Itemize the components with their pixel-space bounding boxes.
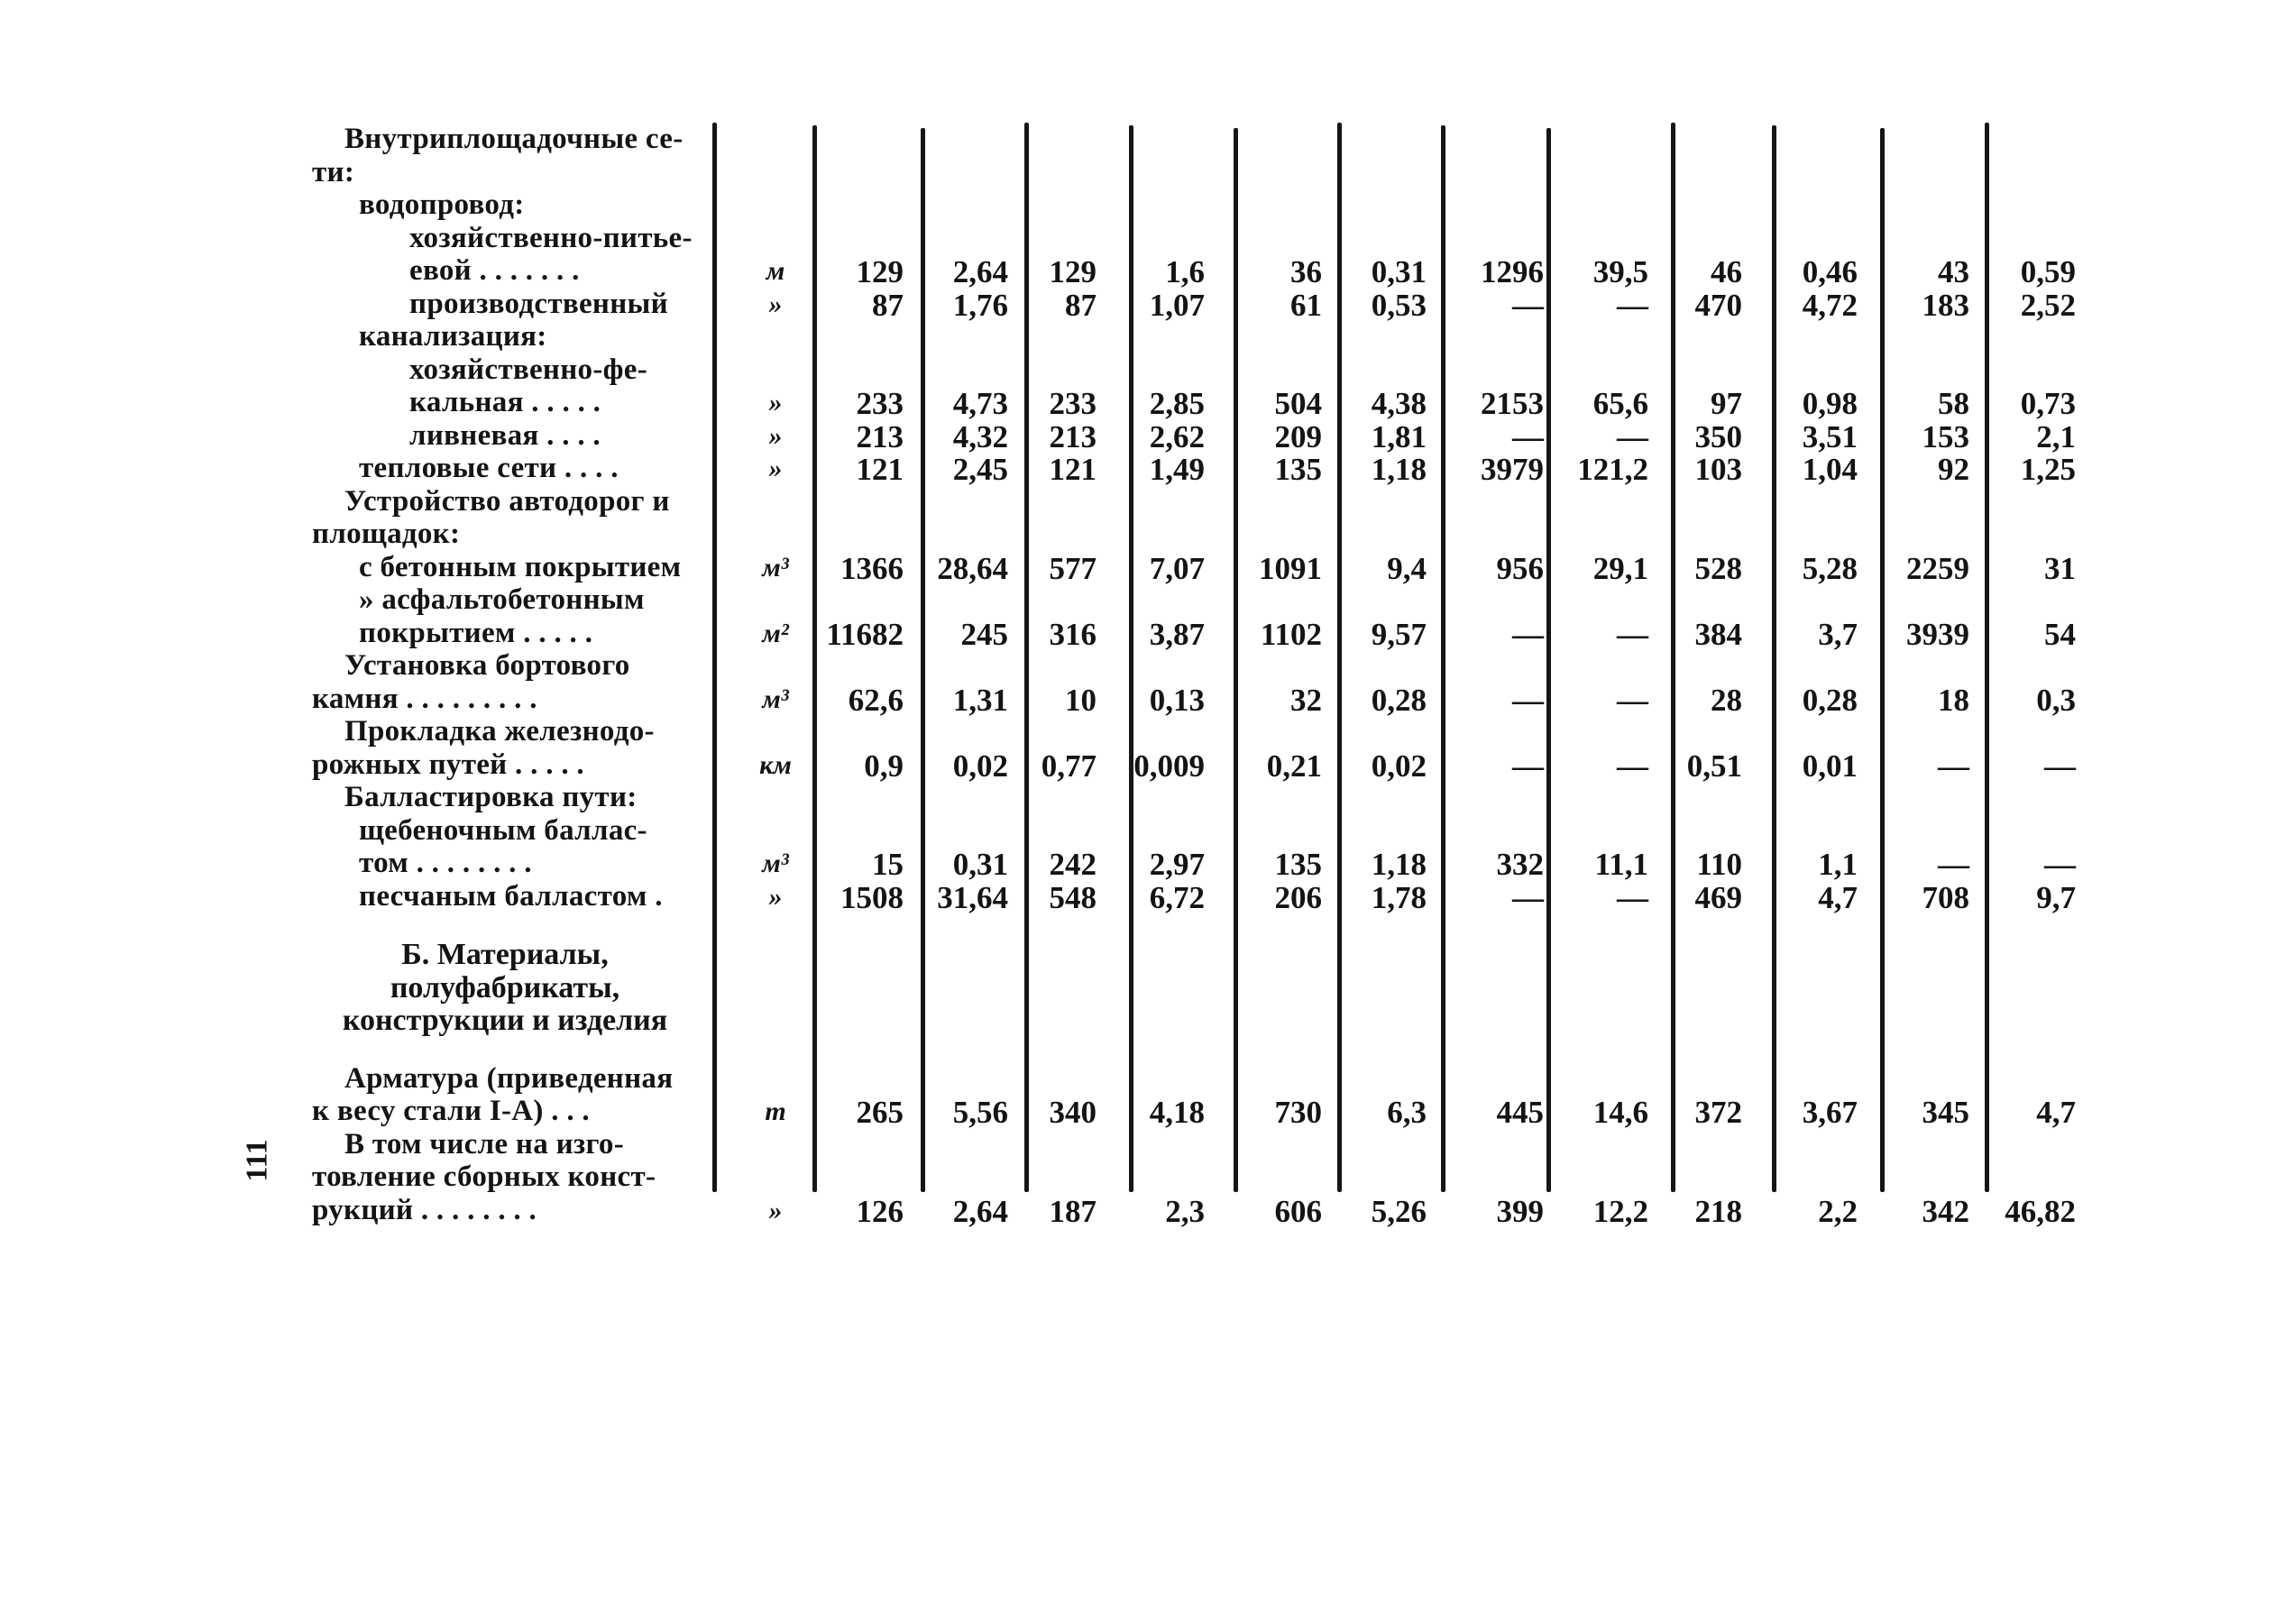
value-cell: 4,7	[2036, 1095, 2076, 1130]
value-cell: 316	[1049, 616, 1097, 652]
value-cell: 0,02	[952, 748, 1008, 784]
value-cell: 233	[856, 386, 904, 421]
value-cell: 110	[1696, 847, 1742, 882]
column-rule	[1772, 125, 1776, 1192]
value-cell: 126	[856, 1193, 904, 1229]
value-cell: —	[1938, 847, 1969, 882]
value-cell: 9,4	[1387, 550, 1427, 586]
value-cell: 708	[1922, 879, 1969, 915]
value-cell: 54	[2044, 616, 2076, 652]
value-cell: 0,59	[2020, 254, 2076, 289]
page-number: 111	[240, 1139, 274, 1182]
value-cell: —	[1512, 287, 1544, 323]
value-cell: 0,53	[1371, 287, 1427, 323]
column-rule	[1441, 125, 1445, 1192]
value-cell: 58	[1938, 386, 1969, 421]
value-cell: 3,67	[1802, 1095, 1858, 1130]
value-cell: —	[2044, 748, 2076, 784]
value-cell: 46,82	[2005, 1193, 2076, 1229]
value-cell: 1,31	[952, 682, 1008, 718]
value-cell: 242	[1049, 847, 1097, 882]
value-cell: 1102	[1260, 616, 1322, 652]
value-cell: 1,76	[952, 287, 1008, 323]
value-cell: 1,07	[1149, 287, 1205, 323]
value-cell: —	[1512, 879, 1544, 915]
value-cell: 1,6	[1165, 254, 1205, 289]
row-label: с бетонным покрытием	[359, 550, 682, 583]
value-cell: 372	[1694, 1095, 1742, 1130]
value-cell: 9,57	[1371, 616, 1427, 652]
column-rule	[1985, 123, 1989, 1192]
value-cell: 2,85	[1149, 386, 1205, 421]
value-cell: 0,28	[1371, 682, 1427, 718]
value-cell: —	[1617, 616, 1648, 652]
value-cell: 39,5	[1592, 254, 1648, 289]
value-cell: 61	[1290, 287, 1322, 323]
value-cell: 153	[1922, 418, 1969, 454]
value-cell: 46	[1711, 254, 1742, 289]
value-cell: 1,78	[1371, 879, 1427, 915]
value-cell: 469	[1694, 879, 1742, 915]
value-cell: —	[1617, 879, 1648, 915]
value-cell: 2,45	[952, 452, 1008, 487]
value-cell: 4,73	[952, 386, 1008, 421]
value-cell: 5,28	[1802, 550, 1858, 586]
unit-cell: м²	[762, 618, 789, 648]
value-cell: 0,02	[1371, 748, 1427, 784]
value-cell: 7,07	[1149, 550, 1205, 586]
value-cell: 0,46	[1802, 254, 1858, 289]
unit-cell: »	[768, 454, 783, 483]
row-label: ливневая . . . .	[409, 418, 601, 452]
row-label: рожных путей . . . . .	[312, 748, 584, 781]
row-label: ти:	[312, 155, 355, 188]
value-cell: —	[1512, 418, 1544, 454]
value-cell: 129	[856, 254, 904, 289]
value-cell: 121,2	[1577, 452, 1648, 487]
value-cell: 528	[1694, 550, 1742, 586]
value-cell: 606	[1274, 1193, 1322, 1229]
column-rule	[1546, 128, 1551, 1192]
value-cell: 129	[1049, 254, 1097, 289]
value-cell: 340	[1049, 1095, 1097, 1130]
row-label: кальная . . . . .	[409, 386, 601, 418]
value-cell: 135	[1274, 847, 1322, 882]
column-rule	[1880, 128, 1885, 1192]
value-cell: 0,13	[1149, 682, 1205, 718]
section-heading: полуфабрикаты,	[390, 970, 620, 1005]
column-rule	[1024, 123, 1029, 1192]
value-cell: 28,64	[937, 550, 1008, 586]
value-cell: 14,6	[1592, 1095, 1648, 1130]
value-cell: 2,52	[2020, 287, 2076, 323]
value-cell: 332	[1496, 847, 1544, 882]
value-cell: 0,21	[1266, 748, 1322, 784]
value-cell: 121	[1049, 452, 1097, 487]
row-label: том . . . . . . . .	[359, 847, 532, 879]
column-rule	[1129, 125, 1133, 1192]
value-cell: 3979	[1481, 452, 1544, 487]
column-rule	[1337, 123, 1342, 1192]
unit-cell: м³	[762, 849, 789, 878]
row-label: канализация:	[359, 320, 547, 353]
row-label: щебеночным баллас-	[359, 813, 647, 847]
row-label: покрытием . . . . .	[359, 616, 593, 649]
column-rule	[1234, 128, 1238, 1192]
row-label: » асфальтобетонным	[359, 583, 645, 616]
section-heading: конструкции и изделия	[342, 1004, 668, 1037]
row-label: к весу стали I-А) . . .	[312, 1095, 590, 1127]
value-cell: 1,25	[2020, 452, 2076, 487]
value-cell: 0,009	[1133, 748, 1205, 784]
row-label: рукций . . . . . . . .	[312, 1193, 537, 1226]
value-cell: 0,3	[2036, 682, 2076, 718]
value-cell: 32	[1290, 682, 1322, 718]
value-cell: 10	[1065, 682, 1097, 718]
value-cell: 11,1	[1594, 847, 1648, 882]
value-cell: 87	[1065, 287, 1097, 323]
value-cell: 0,01	[1802, 748, 1858, 784]
value-cell: 350	[1694, 418, 1742, 454]
value-cell: 384	[1694, 616, 1742, 652]
value-cell: 28	[1711, 682, 1742, 718]
value-cell: 18	[1938, 682, 1969, 718]
value-cell: —	[1617, 418, 1648, 454]
row-label: Внутриплощадочные се-	[344, 123, 684, 155]
unit-cell: »	[768, 1195, 783, 1225]
value-cell: 209	[1274, 418, 1322, 454]
value-cell: 3,87	[1149, 616, 1205, 652]
value-cell: 2259	[1906, 550, 1969, 586]
row-label: площадок:	[312, 518, 461, 550]
value-cell: 213	[1049, 418, 1097, 454]
row-label: Арматура (приведенная	[344, 1061, 674, 1095]
value-cell: 504	[1274, 386, 1322, 421]
value-cell: 92	[1938, 452, 1969, 487]
value-cell: 730	[1274, 1095, 1322, 1130]
value-cell: 1,81	[1371, 418, 1427, 454]
value-cell: 956	[1496, 550, 1544, 586]
value-cell: 43	[1938, 254, 1969, 289]
value-cell: 2,64	[952, 254, 1008, 289]
value-cell: 245	[960, 616, 1008, 652]
value-cell: —	[2044, 847, 2076, 882]
value-cell: —	[1512, 682, 1544, 718]
value-cell: 213	[856, 418, 904, 454]
value-cell: 206	[1274, 879, 1322, 915]
value-cell: 6,72	[1149, 879, 1205, 915]
value-cell: 2,2	[1818, 1193, 1858, 1229]
unit-cell: м	[766, 256, 785, 286]
column-rule	[921, 128, 925, 1192]
row-label: Устройство автодорог и	[344, 484, 670, 518]
value-cell: 345	[1922, 1095, 1969, 1130]
unit-cell: км	[759, 749, 792, 780]
unit-cell: м³	[762, 552, 789, 583]
value-cell: 9,7	[2036, 879, 2076, 915]
column-rule	[712, 123, 717, 1192]
value-cell: 0,31	[952, 847, 1008, 882]
value-cell: 103	[1694, 452, 1742, 487]
value-cell: 2,3	[1165, 1193, 1205, 1229]
value-cell: 2,62	[1149, 418, 1205, 454]
value-cell: 1,1	[1818, 847, 1858, 882]
value-cell: 6,3	[1387, 1095, 1427, 1130]
value-cell: 3939	[1906, 616, 1969, 652]
unit-cell: »	[768, 388, 783, 417]
row-label: камня . . . . . . . . .	[312, 682, 537, 715]
row-label: хозяйственно-питье-	[409, 221, 693, 254]
value-cell: 577	[1049, 550, 1097, 586]
row-label: водопровод:	[359, 188, 525, 221]
column-rule	[1671, 123, 1675, 1192]
row-label: Прокладка железнодо-	[344, 715, 655, 748]
section-heading: Б. Материалы,	[401, 938, 609, 971]
value-cell: 31,64	[937, 879, 1008, 915]
value-cell: 5,56	[952, 1095, 1008, 1130]
value-cell: 399	[1496, 1193, 1544, 1229]
unit-cell: »	[768, 420, 783, 451]
value-cell: 4,32	[952, 418, 1008, 454]
value-cell: 1,18	[1371, 452, 1427, 487]
value-cell: 342	[1922, 1193, 1969, 1229]
unit-cell: »	[768, 289, 783, 319]
value-cell: 445	[1496, 1095, 1544, 1130]
value-cell: 29,1	[1592, 550, 1648, 586]
value-cell: 4,72	[1802, 287, 1858, 323]
value-cell: 1366	[840, 550, 904, 586]
value-cell: —	[1512, 616, 1544, 652]
value-cell: 4,7	[1818, 879, 1858, 915]
row-label: хозяйственно-фе-	[409, 353, 647, 386]
value-cell: 0,77	[1041, 748, 1097, 784]
row-label: евой . . . . . . .	[409, 254, 580, 287]
value-cell: 121	[856, 452, 904, 487]
value-cell: 0,28	[1802, 682, 1858, 718]
value-cell: —	[1617, 682, 1648, 718]
value-cell: —	[1938, 748, 1969, 784]
value-cell: —	[1512, 748, 1544, 784]
value-cell: 135	[1274, 452, 1322, 487]
value-cell: 0,73	[2020, 386, 2076, 421]
value-cell: 4,38	[1371, 386, 1427, 421]
column-rule	[812, 125, 817, 1192]
value-cell: 2,97	[1149, 847, 1205, 882]
value-cell: 183	[1922, 287, 1969, 323]
value-cell: 1,18	[1371, 847, 1427, 882]
row-label: Установка бортового	[344, 649, 630, 682]
value-cell: 87	[872, 287, 904, 323]
unit-cell: м³	[762, 684, 789, 714]
value-cell: 2,64	[952, 1193, 1008, 1229]
value-cell: 1,04	[1802, 452, 1858, 487]
value-cell: 233	[1049, 386, 1097, 421]
value-cell: 1508	[840, 879, 904, 915]
row-label: тепловые сети . . . .	[359, 452, 619, 484]
value-cell: 265	[856, 1095, 904, 1130]
row-label: В том числе на изго-	[344, 1127, 625, 1161]
unit-cell: »	[768, 881, 783, 912]
value-cell: 470	[1694, 287, 1742, 323]
row-label: производственный	[409, 287, 668, 320]
value-cell: 11682	[826, 616, 904, 652]
row-label: песчаным балластом .	[359, 879, 663, 913]
value-cell: 15	[872, 847, 904, 882]
value-cell: 62,6	[848, 682, 904, 718]
unit-cell: т	[765, 1096, 786, 1126]
value-cell: 31	[2044, 550, 2076, 586]
value-cell: 2,1	[2036, 418, 2076, 454]
value-cell: 3,51	[1802, 418, 1858, 454]
value-cell: 1296	[1481, 254, 1544, 289]
value-cell: 36	[1290, 254, 1322, 289]
value-cell: 0,98	[1802, 386, 1858, 421]
value-cell: 5,26	[1371, 1193, 1427, 1229]
row-label: товление сборных конст-	[312, 1161, 656, 1193]
row-label: Балластировка пути:	[344, 781, 638, 813]
value-cell: 187	[1049, 1193, 1097, 1229]
value-cell: 1091	[1259, 550, 1322, 586]
value-cell: —	[1617, 287, 1648, 323]
value-cell: 0,9	[864, 748, 904, 784]
value-cell: 1,49	[1149, 452, 1205, 487]
value-cell: 218	[1694, 1193, 1742, 1229]
value-cell: 0,51	[1686, 748, 1742, 784]
value-cell: 0,31	[1371, 254, 1427, 289]
value-cell: 97	[1711, 386, 1742, 421]
value-cell: 548	[1049, 879, 1097, 915]
value-cell: 2153	[1481, 386, 1544, 421]
value-cell: 12,2	[1592, 1193, 1648, 1229]
value-cell: 4,18	[1149, 1095, 1205, 1130]
value-cell: —	[1617, 748, 1648, 784]
value-cell: 65,6	[1592, 386, 1648, 421]
value-cell: 3,7	[1818, 616, 1858, 652]
